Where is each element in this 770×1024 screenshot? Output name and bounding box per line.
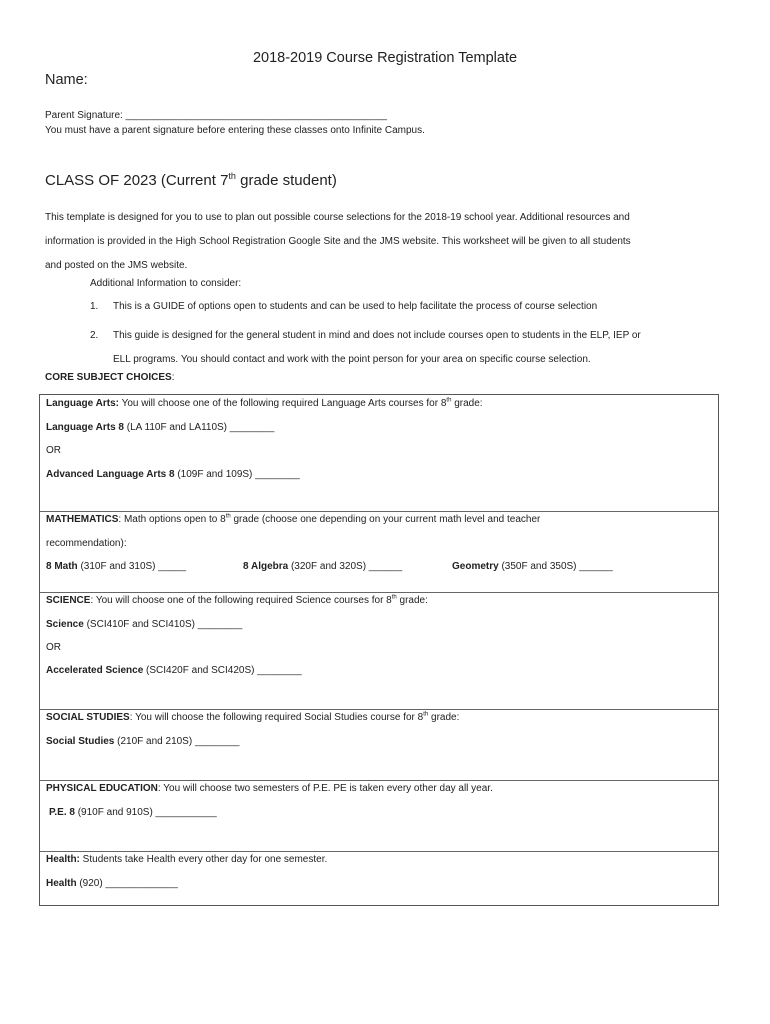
course-option: Science (SCI410F and SCI410S) ________ xyxy=(46,619,243,630)
list-item: 1. This is a GUIDE of options open to students and can be used to help facilitate the process of course selection xyxy=(90,301,598,312)
social-studies-section xyxy=(40,709,718,781)
course-option: Geometry (350F and 350S) ______ xyxy=(452,561,613,572)
section-heading: Language Arts: You will choose one of the following required Language Arts courses for 8th grade: xyxy=(46,397,483,409)
class-heading: CLASS OF 2023 (Current 7th grade student) xyxy=(45,171,337,189)
additional-info-label: Additional Information to consider: xyxy=(90,278,242,289)
name-label: Name: xyxy=(45,72,88,88)
signature-note: You must have a parent signature before entering these classes onto Infinite Campus. xyxy=(45,125,425,136)
section-heading: Health: Students take Health every other day for one semester. xyxy=(46,854,328,865)
list-item: 2. This guide is designed for the general student in mind and does not include courses open to students in the ELP, IEP or ELL programs. You should contact and work with the point person for your area on specific course selection. xyxy=(90,330,641,365)
course-option: 8 Algebra (320F and 320S) ______ xyxy=(243,561,403,572)
physical-education-section xyxy=(40,780,718,852)
or-label: OR xyxy=(46,445,61,456)
course-option: Social Studies (210F and 210S) ________ xyxy=(46,736,240,747)
section-heading-cont: recommendation): xyxy=(46,538,127,549)
section-heading: SCIENCE: You will choose one of the following required Science courses for 8th grade: xyxy=(46,594,428,606)
section-heading: PHYSICAL EDUCATION: You will choose two semesters of P.E. PE is taken every other day all year. xyxy=(46,783,493,794)
health-section xyxy=(40,851,718,905)
course-option: Health (920) _____________ xyxy=(46,878,178,889)
course-option: P.E. 8 (910F and 910S) ___________ xyxy=(49,807,217,818)
language-arts-section xyxy=(40,395,718,512)
section-heading: MATHEMATICS: Math options open to 8th grade (choose one depending on your current math level and teacher xyxy=(46,513,541,525)
course-table xyxy=(39,394,719,906)
section-heading: SOCIAL STUDIES: You will choose the following required Social Studies course for 8th grade: xyxy=(46,711,460,723)
document-title: 2018-2019 Course Registration Template xyxy=(252,50,518,66)
mathematics-section xyxy=(40,511,718,593)
course-option: Advanced Language Arts 8 (109F and 109S) ________ xyxy=(46,469,300,480)
course-option: Accelerated Science (SCI420F and SCI420S) ________ xyxy=(46,665,302,676)
course-option: Language Arts 8 (LA 110F and LA110S) ________ xyxy=(46,422,275,433)
parent-signature-line: Parent Signature: _______________________________________________ xyxy=(45,110,387,121)
science-section xyxy=(40,592,718,710)
course-option: 8 Math (310F and 310S) _____ xyxy=(46,561,187,572)
or-label: OR xyxy=(46,642,61,653)
intro-paragraph: This template is designed for you to use to plan out possible course selections for the 2018-19 school year. Additional resources and information is provided in the High School Registration Google Site and the JMS website. This worksheet will be given to all students and posted on the JMS website. xyxy=(45,212,631,271)
core-subject-label: CORE SUBJECT CHOICES: xyxy=(45,372,175,383)
